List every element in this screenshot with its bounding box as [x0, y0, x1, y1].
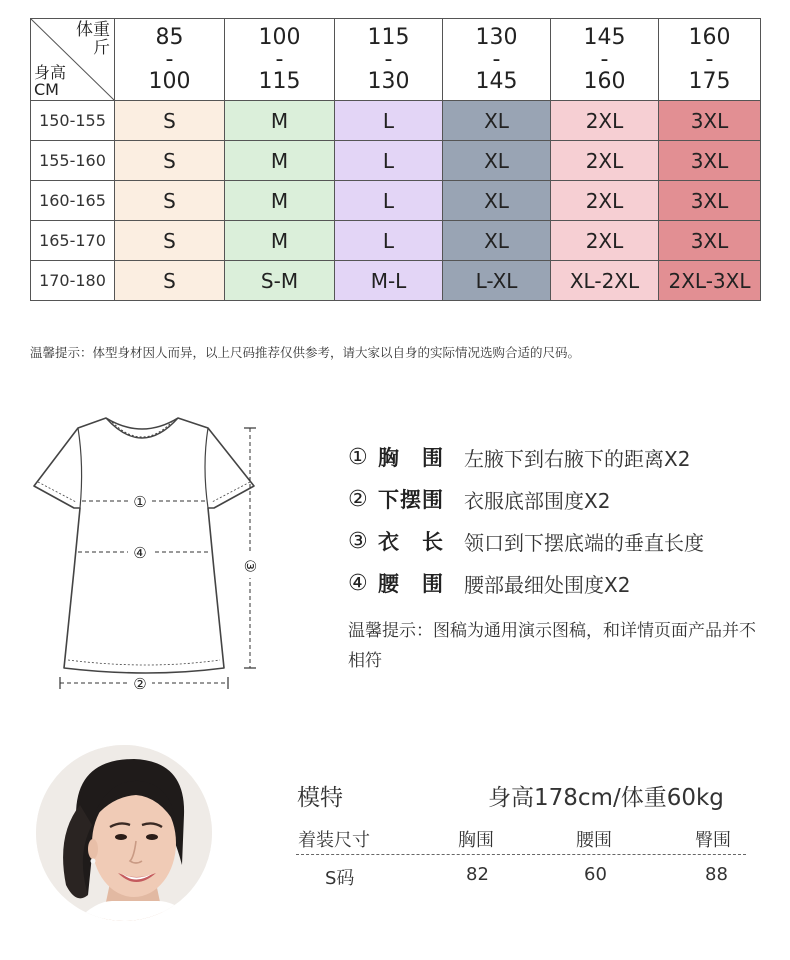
model-table-divider: [296, 854, 746, 855]
measure-name: 腰 围: [378, 572, 444, 596]
size-cell: S-M: [225, 261, 335, 301]
hem-marker-label: ②: [133, 675, 147, 693]
table-header-row: [31, 19, 761, 101]
weight-column-header: 160 - 175: [659, 19, 761, 101]
size-cell: XL: [443, 181, 551, 221]
size-cell: XL: [443, 221, 551, 261]
table-corner-cell: [31, 19, 115, 101]
weight-column-header: 85 - 100: [115, 19, 225, 101]
size-cell: M: [225, 221, 335, 261]
weight-column-header: 100 - 115: [225, 19, 335, 101]
model-value-hip: 88: [705, 864, 728, 885]
size-cell: 3XL: [659, 141, 761, 181]
corner-weight-text: 体重: [76, 20, 110, 40]
weight-column-header: 145 - 160: [551, 19, 659, 101]
measure-item-waist: [348, 562, 768, 604]
size-cell: L: [335, 141, 443, 181]
model-value-size: S码: [325, 868, 355, 889]
model-title: 模特: [297, 785, 343, 811]
height-range-cell: 150-155: [31, 101, 115, 141]
size-cell: XL: [443, 141, 551, 181]
size-cell: L: [335, 181, 443, 221]
measure-number: ①: [348, 444, 368, 470]
size-cell: M: [225, 141, 335, 181]
corner-jin-text: 斤: [93, 38, 110, 58]
model-height-weight: 身高178cm/体重60kg: [488, 785, 724, 811]
measure-number: ④: [348, 570, 368, 596]
length-marker-label: ③: [241, 559, 259, 573]
weight-column-header: 130 - 145: [443, 19, 551, 101]
model-header-hip: 臀围: [695, 830, 731, 851]
size-cell: M: [225, 181, 335, 221]
size-cell: 2XL: [551, 181, 659, 221]
size-cell: 3XL: [659, 101, 761, 141]
measurement-legend: [348, 436, 768, 604]
measure-item-chest: [348, 436, 768, 478]
size-cell: L: [335, 101, 443, 141]
measure-number: ②: [348, 486, 368, 512]
size-cell: M-L: [335, 261, 443, 301]
measure-item-hem: [348, 478, 768, 520]
tshirt-diagram: [28, 410, 268, 695]
measure-name: 胸 围: [378, 446, 444, 470]
size-cell: XL-2XL: [551, 261, 659, 301]
size-cell: S: [115, 101, 225, 141]
measure-description: 衣服底部围度X2: [464, 488, 611, 513]
size-cell: S: [115, 181, 225, 221]
height-range-cell: 155-160: [31, 141, 115, 181]
size-cell: M: [225, 101, 335, 141]
size-cell: 2XL: [551, 141, 659, 181]
corner-height-text: 身高: [34, 63, 67, 82]
measure-name: 衣 长: [378, 530, 444, 554]
table-row: [31, 221, 761, 261]
measure-description: 领口到下摆底端的垂直长度: [464, 530, 704, 555]
size-cell: 2XL: [551, 221, 659, 261]
waist-marker-label: ④: [133, 544, 147, 562]
size-chart-table: [30, 18, 761, 301]
table-row: [31, 261, 761, 301]
model-value-chest: 82: [466, 864, 489, 885]
size-cell: S: [115, 221, 225, 261]
measure-name: 下摆围: [378, 488, 444, 512]
model-avatar: [36, 745, 212, 921]
table-row: [31, 101, 761, 141]
size-cell: 2XL-3XL: [659, 261, 761, 301]
diagram-tip-text: 温馨提示：图稿为通用演示图稿，和详情页面产品并不相符: [348, 621, 756, 671]
size-cell: L: [335, 221, 443, 261]
measure-item-length: [348, 520, 768, 562]
size-cell: XL: [443, 101, 551, 141]
size-tip-text: 温馨提示：体型身材因人而异，以上尺码推荐仅供参考，请大家以自身的实际情况选购合适的尺码。: [30, 345, 581, 360]
model-header-size: 着装尺寸: [298, 830, 370, 851]
table-row: [31, 181, 761, 221]
model-header-chest: 胸围: [458, 830, 494, 851]
table-row: [31, 141, 761, 181]
size-cell: S: [115, 261, 225, 301]
size-cell: 3XL: [659, 181, 761, 221]
height-range-cell: 160-165: [31, 181, 115, 221]
model-value-waist: 60: [584, 864, 607, 885]
height-range-cell: 170-180: [31, 261, 115, 301]
corner-weight-label: [76, 21, 110, 57]
height-range-cell: 165-170: [31, 221, 115, 261]
measure-number: ③: [348, 528, 368, 554]
size-cell: L-XL: [443, 261, 551, 301]
size-cell: S: [115, 141, 225, 181]
corner-height-label: [34, 64, 66, 98]
model-header-waist: 腰围: [576, 830, 612, 851]
measure-ticks: [60, 428, 256, 689]
model-portrait-image: [36, 745, 212, 921]
weight-column-header: 115 - 130: [335, 19, 443, 101]
chest-marker-label: ①: [133, 493, 147, 511]
measure-description: 腰部最细处围度X2: [464, 572, 631, 597]
size-cell: 2XL: [551, 101, 659, 141]
corner-cm-text: CM: [34, 80, 59, 99]
size-cell: 3XL: [659, 221, 761, 261]
measure-description: 左腋下到右腋下的距离X2: [464, 446, 691, 471]
